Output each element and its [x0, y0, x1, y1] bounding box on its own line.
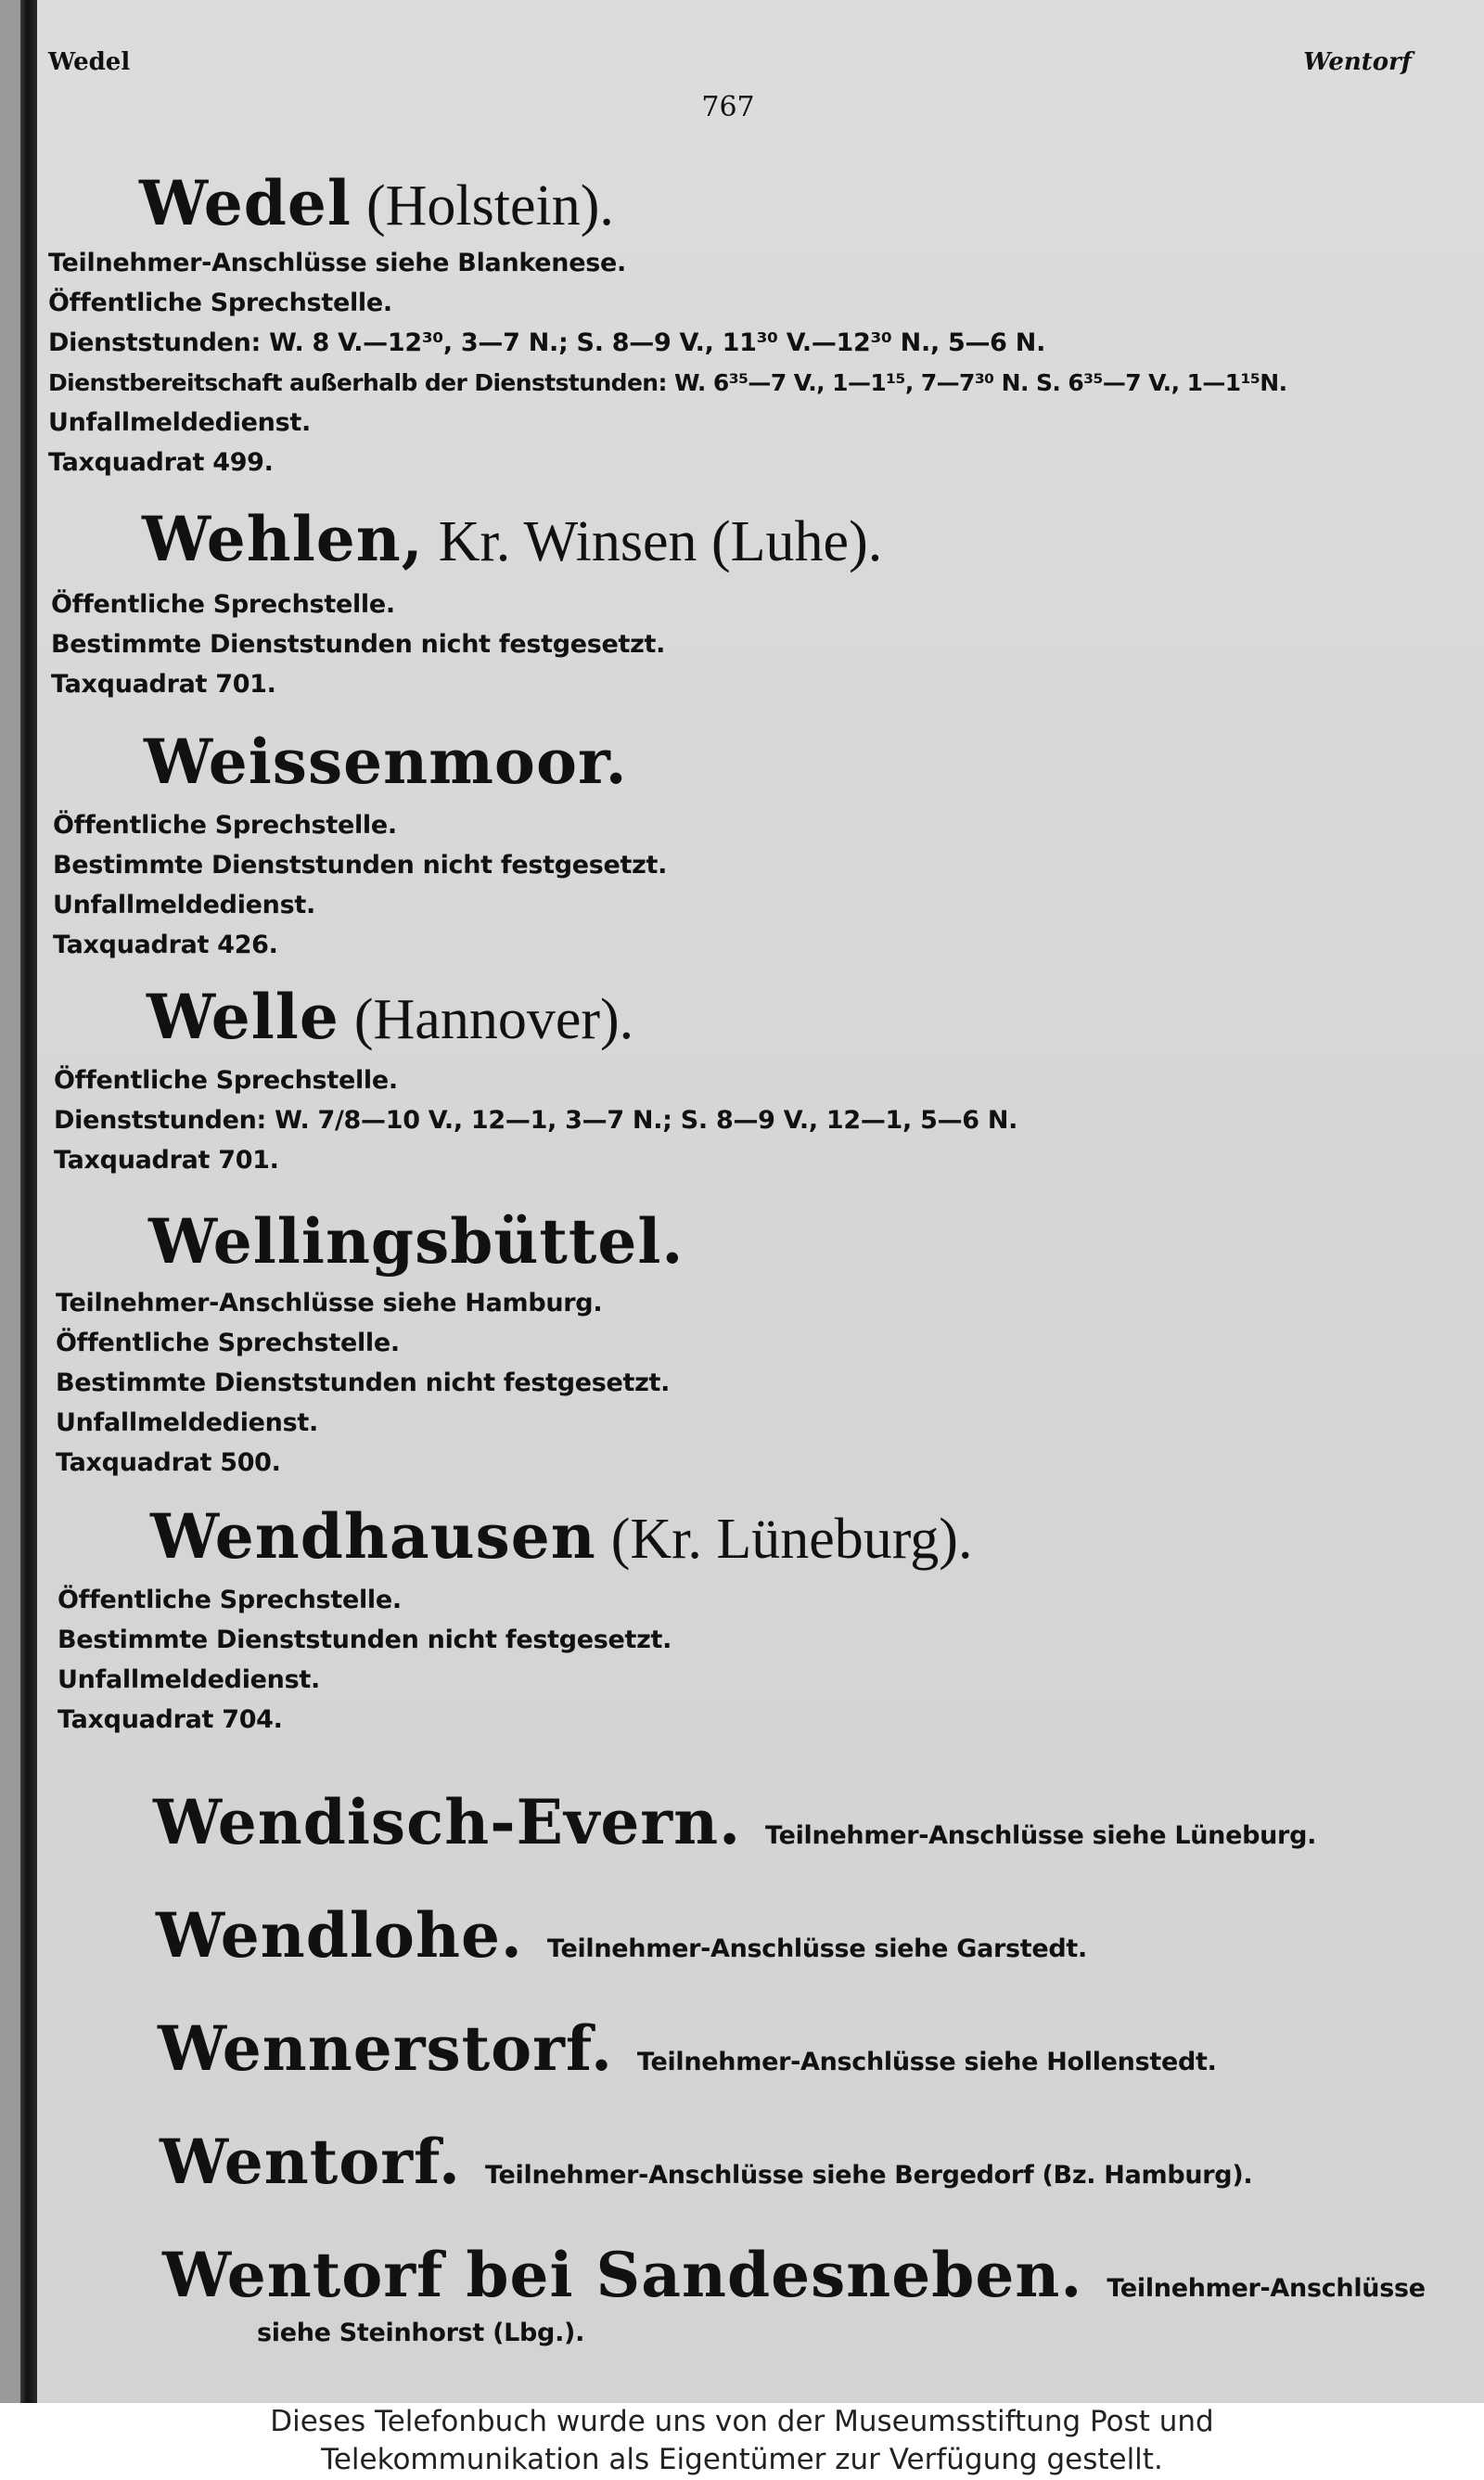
entry-inline-text: Teilnehmer-Anschlüsse siehe Bergedorf (Bz. Hamburg).: [485, 2161, 1253, 2190]
detail-line: Taxquadrat 500.: [56, 1448, 281, 1477]
entry-weissenmoor-details: [53, 805, 667, 965]
detail-line: Dienststunden: W. 7/8—10 V., 12—1, 3—7 N.; S. 8—9 V., 12—1, 5—6 N.: [54, 1106, 1018, 1135]
detail-line: Taxquadrat 426.: [53, 931, 278, 959]
entry-qualifier: (Holstein).: [365, 174, 614, 238]
running-head-right: Wentorf: [1303, 48, 1412, 76]
footer-line-1: Dieses Telefonbuch wurde uns von der Museumsstiftung Post und: [270, 2405, 1214, 2438]
entry-inline-text: Teilnehmer-Anschlüsse: [1107, 2274, 1426, 2303]
entry-name: Wentorf bei Sandesneben.: [162, 2239, 1083, 2311]
entry-inline-text: Teilnehmer-Anschlüsse siehe Garstedt.: [546, 1934, 1087, 1963]
entry-name: Wentorf.: [160, 2126, 462, 2198]
entry-wehlen-details: [51, 585, 665, 704]
detail-line: Bestimmte Dienststunden nicht festgesetzt.: [58, 1625, 672, 1654]
detail-line: Teilnehmer-Anschlüsse siehe Hamburg.: [56, 1289, 603, 1317]
detail-line: Öffentliche Sprechstelle.: [56, 1329, 400, 1357]
page-edge: [0, 0, 20, 2403]
detail-line: Öffentliche Sprechstelle.: [48, 289, 392, 317]
entry-qualifier: Kr. Winsen (Luhe).: [438, 510, 883, 573]
detail-line: Taxquadrat 499.: [48, 448, 274, 477]
entry-wendhausen-details: [58, 1580, 672, 1740]
entry-inline-text: Teilnehmer-Anschlüsse siehe Lüneburg.: [765, 1821, 1317, 1850]
entry-wennerstorf: [158, 2012, 1217, 2085]
entry-continuation: siehe Steinhorst (Lbg.).: [257, 2318, 585, 2347]
entry-wendisch-evern: [153, 1786, 1317, 1858]
entry-wellingsbuettel-details: [56, 1283, 670, 1483]
footer-line-2: Telekommunikation als Eigentümer zur Verfügung gestellt.: [321, 2443, 1163, 2476]
entry-name: Welle: [147, 981, 339, 1053]
detail-line: Bestimmte Dienststunden nicht festgesetzt.: [53, 851, 668, 880]
entry-wentorf: [160, 2128, 1252, 2196]
entry-name: Wendisch-Evern.: [153, 1786, 742, 1858]
entry-qualifier: (Hannover).: [353, 988, 634, 1051]
entry-welle-details: [54, 1060, 1017, 1180]
detail-line: Öffentliche Sprechstelle.: [58, 1586, 402, 1614]
entry-name: Wellingsbüttel.: [148, 1205, 684, 1278]
detail-line: Unfallmeldedienst.: [53, 891, 315, 919]
entry-wehlen: [142, 503, 883, 575]
running-head-left: Wedel: [48, 48, 131, 76]
entry-name: Weissenmoor.: [144, 726, 628, 798]
entry-wellingsbuettel: [148, 1205, 684, 1278]
detail-line: Taxquadrat 701.: [54, 1146, 279, 1175]
detail-line: Öffentliche Sprechstelle.: [53, 811, 397, 840]
detail-line: Taxquadrat 704.: [58, 1705, 283, 1734]
detail-line: Taxquadrat 701.: [51, 670, 276, 699]
detail-line: Unfallmeldedienst.: [56, 1408, 318, 1437]
entry-name: Wehlen,: [142, 503, 424, 575]
entry-name: Wendhausen: [150, 1500, 596, 1573]
entry-wedel-details: [48, 243, 1287, 482]
entry-wendhausen: [150, 1500, 973, 1573]
entry-wendlohe: [156, 1899, 1087, 1972]
detail-line: Unfallmeldedienst.: [48, 408, 311, 437]
entry-qualifier: (Kr. Lüneburg).: [610, 1508, 973, 1571]
archive-footer: [0, 2403, 1484, 2480]
binding-spine: [20, 0, 37, 2403]
entry-welle: [147, 983, 633, 1051]
entry-weissenmoor: [144, 728, 628, 796]
entry-name: Wennerstorf.: [158, 2012, 613, 2085]
entry-inline-text: Teilnehmer-Anschlüsse siehe Hollenstedt.: [636, 2048, 1217, 2076]
detail-line: Unfallmeldedienst.: [58, 1665, 320, 1694]
detail-line: Öffentliche Sprechstelle.: [51, 590, 395, 619]
detail-line: Teilnehmer-Anschlüsse siehe Blankenese.: [48, 249, 626, 277]
detail-line: Öffentliche Sprechstelle.: [54, 1066, 398, 1095]
entry-wedel: [139, 167, 614, 239]
page-number: 767: [701, 91, 755, 123]
detail-line: Dienstbereitschaft außerhalb der Dienststunden: W. 6³⁵—7 V., 1—1¹⁵, 7—7³⁰ N. S. 6³⁵—7 V., 1—1¹⁵N.: [48, 369, 1287, 396]
detail-line: Bestimmte Dienststunden nicht festgesetzt.: [56, 1368, 671, 1397]
detail-line: Bestimmte Dienststunden nicht festgesetzt.: [51, 630, 666, 659]
entry-name: Wedel: [139, 167, 352, 239]
entry-name: Wendlohe.: [156, 1899, 523, 1972]
entry-wentorf-bei-sandesneben: [162, 2239, 1426, 2353]
detail-line: Dienststunden: W. 8 V.—12³⁰, 3—7 N.; S. 8—9 V., 11³⁰ V.—12³⁰ N., 5—6 N.: [48, 328, 1046, 357]
